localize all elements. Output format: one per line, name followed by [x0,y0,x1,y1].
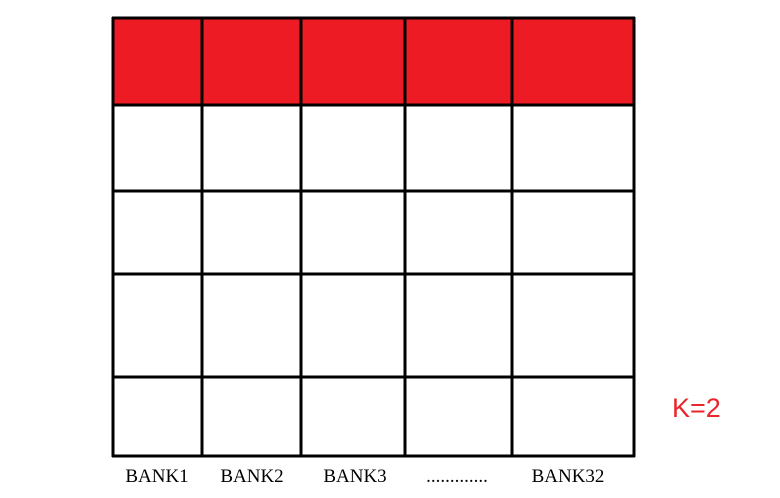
bank-cell-r4-c3 [301,274,405,377]
bank-cell-r2-c5 [512,105,634,191]
bank-label-32: BANK32 [531,466,605,487]
bank-cell-r3-c2 [202,191,301,274]
bank-cell-r1-c1 [113,18,202,105]
bank-cell-r3-c1 [113,191,202,274]
bank-cell-r3-c3 [301,191,405,274]
bank-cell-r2-c1 [113,105,202,191]
bank-cell-r3-c5 [512,191,634,274]
bank-cell-r1-c4 [405,18,512,105]
bank-cell-r1-c3 [301,18,405,105]
bank-cell-r1-c5 [512,18,634,105]
bank-cell-r5-c2 [202,377,301,456]
bank-cell-r4-c5 [512,274,634,377]
bank-cell-r2-c2 [202,105,301,191]
bank-label-3: BANK3 [323,466,387,487]
bank-cell-r2-c4 [405,105,512,191]
bank-cell-r4-c2 [202,274,301,377]
bank-cell-r4-c1 [113,274,202,377]
k-label: K=2 [672,393,721,423]
bank-cell-r4-c4 [405,274,512,377]
bank-cell-r5-c4 [405,377,512,456]
bank-cell-r2-c3 [301,105,405,191]
bank-cell-r3-c4 [405,191,512,274]
bank-cell-r5-c1 [113,377,202,456]
bank-cell-r1-c2 [202,18,301,105]
bank-label-1: BANK1 [125,466,189,487]
bank-label-ellipsis: ............. [426,466,488,487]
bank-cell-r5-c5 [512,377,634,456]
bank-cell-r5-c3 [301,377,405,456]
bank-label-2: BANK2 [220,466,284,487]
bank-grid [113,18,634,456]
